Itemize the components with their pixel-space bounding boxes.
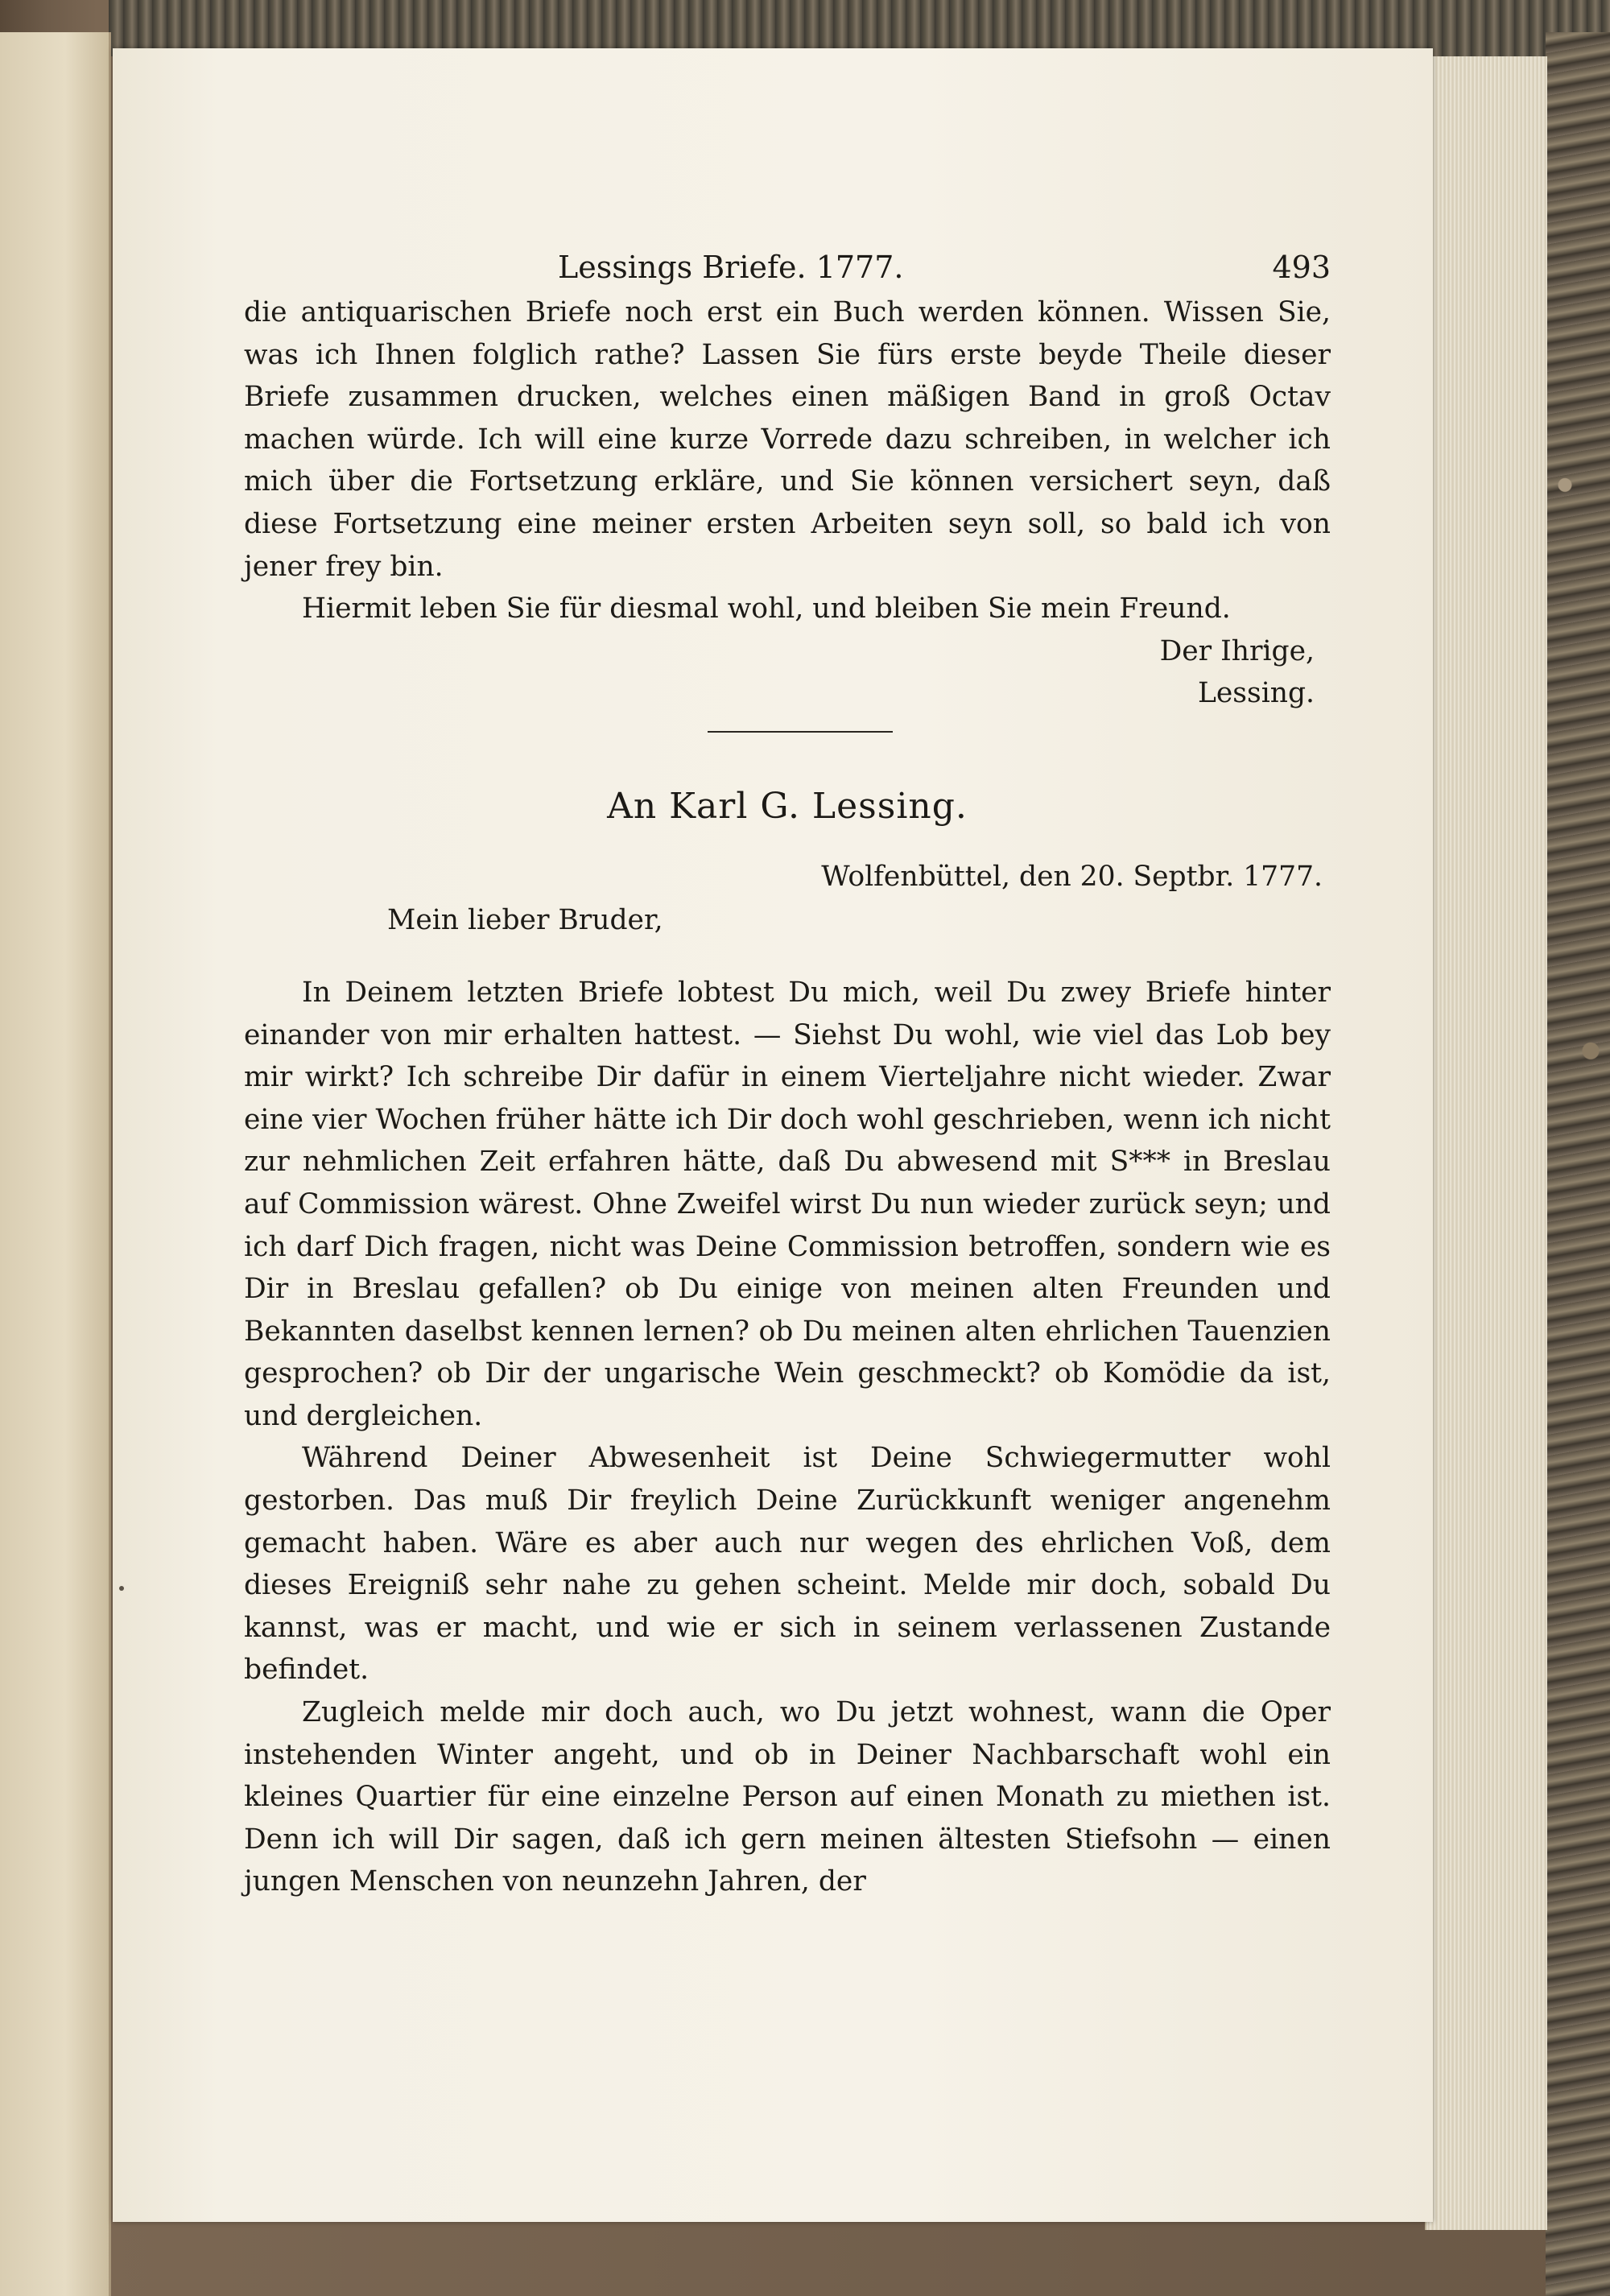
signature: Lessing. xyxy=(1197,677,1315,710)
letter-paragraph: Zugleich melde mir doch auch, wo Du jetzt wohnest, wann die Oper instehenden Winter angeht, und ob in Deiner Nachbarschaft wohl ein kleines Quartier für eine einzelne Person auf einen Monath zu miethen ist. Denn ich will Dir sagen, daß ich gern meinen ältesten Stiefsohn — einen jungen Menschen von neunzehn Jahren, der xyxy=(244,1696,1331,1898)
letter-dateline: Wolfenbüttel, den 20. Septbr. 1777. xyxy=(821,860,1323,893)
marbled-cover xyxy=(1546,32,1610,2296)
letter-salutation: Mein lieber Bruder, xyxy=(387,903,663,936)
page-number: 493 xyxy=(1272,250,1331,285)
closing-line: Der Ihrige, xyxy=(1159,634,1315,667)
letter-paragraph: In Deinem letzten Briefe lobtest Du mich, weil Du zwey Briefe hinter einander von mir erhalten hattest. — Siehst Du wohl, wie viel das Lob bey mir wirkt? Ich schreibe Dir dafür in einem Vierteljahre nicht wieder. Zwar eine vier Wochen früher hätte ich Dir doch wohl geschrieben, wenn ich nicht zur nehmlichen Zeit erfahren hätte, daß Du abwesend mit S*** in Breslau auf Commission wärest. Ohne Zweifel wirst Du nun wieder zurück seyn; und ich darf Dich fragen, nicht was Deine Commission betroffen, sondern wie es Dir in Breslau gefallen? ob Du einige von meinen alten Freunden und Bekannten daselbst kennen lernen? ob Du meinen alten ehrlichen Tauenzien gesprochen? ob Dir der ungarische Wein geschmeckt? ob Komödie da ist, und dergleichen. xyxy=(244,976,1331,1432)
running-title: Lessings Briefe. 1777. xyxy=(558,250,904,285)
page-header xyxy=(244,217,1331,291)
page-stack-edges xyxy=(1425,56,1547,2230)
continued-paragraph: die antiquarischen Briefe noch erst ein Buch werden können. Wissen Sie, was ich Ihnen folglich rathe? Lassen Sie fürs erste beyde Theile dieser Briefe zusammen drucken, welches einen mäßigen Band in groß Octav machen würde. Ich will eine kurze Vorrede dazu schreiben, in welcher ich mich über die Fortsetzung erkläre, und Sie können versichert seyn, daß diese Fortsetzung eine meiner ersten Arbeiten seyn soll, so bald ich von jener frey bin. xyxy=(244,296,1331,583)
left-page-edge xyxy=(0,32,111,2296)
paper-speck xyxy=(119,1586,124,1591)
letter-body xyxy=(244,972,1331,1903)
letter-paragraph: Während Deiner Abwesenheit ist Deine Schwiegermutter wohl gestorben. Das muß Dir freylich Deine Zurückkunft weniger angenehm gemacht haben. Wäre es aber auch nur wegen des ehrlichen Voß, dem dieses Ereigniß sehr nahe zu gehen scheint. Melde mir doch, sobald Du kannst, was er macht, und wie er sich in seinem verlassenen Zustande befindet. xyxy=(244,1442,1331,1687)
farewell-paragraph: Hiermit leben Sie für diesmal wohl, und bleiben Sie mein Freund. xyxy=(302,593,1231,626)
page-content xyxy=(244,217,1331,1903)
letter-heading: An Karl G. Lessing. xyxy=(607,785,968,827)
book-page xyxy=(113,48,1433,2222)
letter-separator xyxy=(708,731,893,733)
